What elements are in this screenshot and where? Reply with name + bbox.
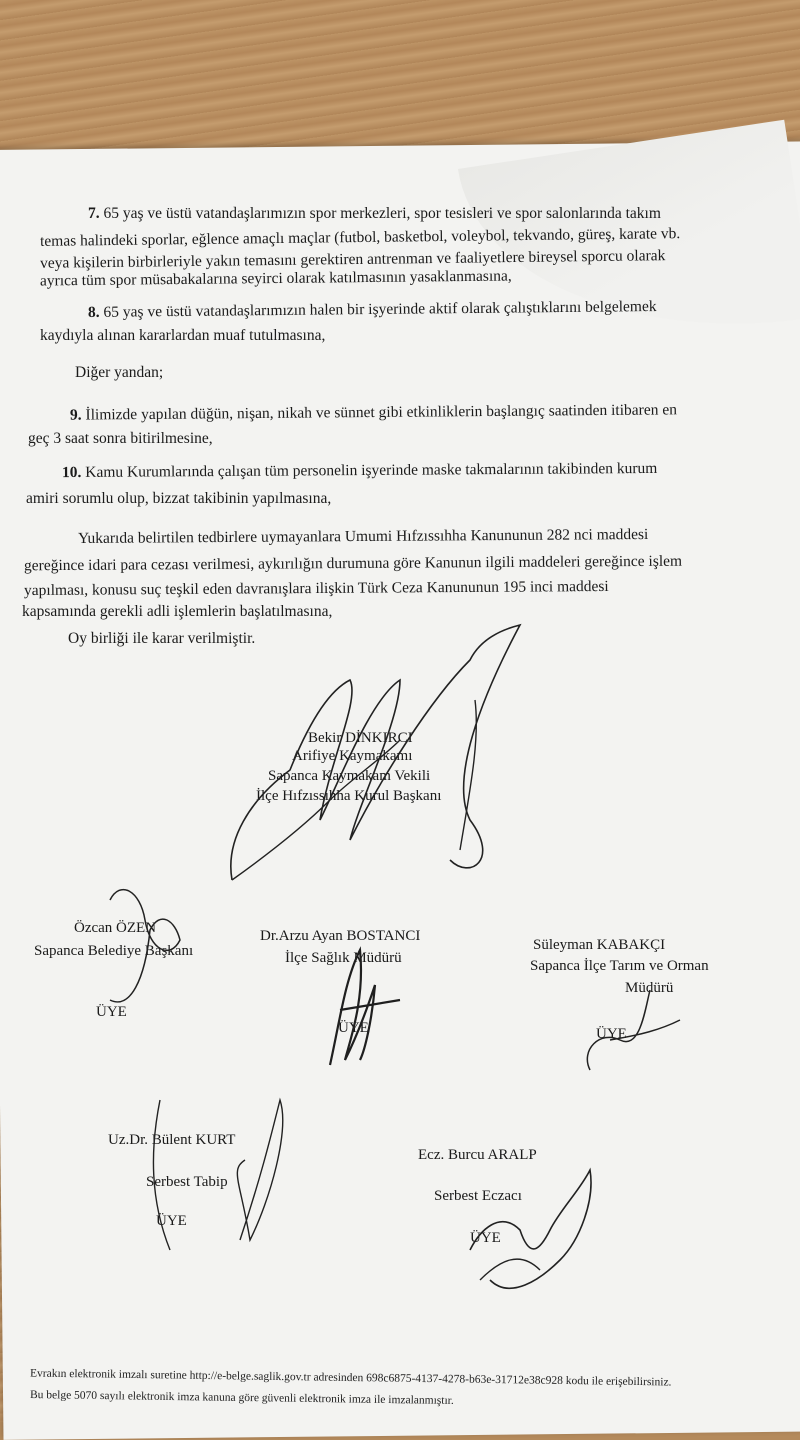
decision-text: Oy birliği ile karar verilmiştir. <box>68 630 256 647</box>
item-9-line-2: geç 3 saat sonra bitirilmesine, <box>28 430 213 447</box>
item-7-text-1: 65 yaş ve üstü vatandaşlarımızın spor merkezleri, spor tesisleri ve spor salonlarında takım <box>103 205 661 222</box>
item-10-number: 10. <box>61 463 82 482</box>
chair-name: Bekir DİNKIRCI <box>308 730 413 746</box>
member-3-name: Süleyman KABAKÇI <box>533 937 666 953</box>
member-3-title: Sapanca İlçe Tarım ve Orman <box>530 958 709 974</box>
item-8-line-2: kaydıyla alınan kararlardan muaf tutulmasına, <box>40 327 326 344</box>
chair-title-2: Sapanca Kaymakam Vekili <box>268 768 431 784</box>
chair-title-3: İlçe Hıfzıssıhha Kurul Başkanı <box>256 788 442 804</box>
footer-line-2: Bu belge 5070 sayılı elektronik imza kanuna göre güvenli elektronik imza ile imzalanmıştır. <box>29 1389 454 1407</box>
member-1-title: Sapanca Belediye Başkanı <box>34 943 194 959</box>
member-4-name: Uz.Dr. Bülent KURT <box>108 1132 236 1148</box>
item-7-line-3: veya kişilerin birbirleriyle yakın temasını gerektiren antrenman ve faaliyetlere bireysel sporcu olarak <box>39 247 666 272</box>
diger-yandan: Diğer yandan; <box>75 364 164 381</box>
closing-line-1: Yukarıda belirtilen tedbirlere uymayanlara Umumi Hıfzıssıhha Kanununun 282 nci maddesi <box>77 526 649 547</box>
item-10-text-1: Kamu Kurumlarında çalışan tüm personelin işyerinde maske takmalarının takibinden kurum <box>85 459 658 481</box>
member-4-title: Serbest Tabip <box>146 1174 228 1190</box>
closing-line-2: gereğince idari para cezası verilmesi, aykırılığın durumuna göre Kanunun ilgili maddeleri gereğince işlem <box>23 552 683 575</box>
item-7-line-1 <box>88 205 661 223</box>
member-5-name: Ecz. Burcu ARALP <box>418 1147 537 1163</box>
member-3-role: ÜYE <box>596 1026 627 1042</box>
member-5-role: ÜYE <box>470 1230 501 1246</box>
item-8-number: 8. <box>87 303 100 321</box>
member-2-role: ÜYE <box>338 1020 369 1036</box>
member-1-name: Özcan ÖZEN <box>74 920 157 936</box>
member-5-title: Serbest Eczacı <box>434 1188 522 1204</box>
member-4-role: ÜYE <box>156 1213 187 1229</box>
item-7-line-4: ayrıca tüm spor müsabakalarına seyirci olarak katılmasının yasaklanmasına, <box>39 267 512 290</box>
item-10-line-2: amiri sorumlu olup, bizzat takibinin yapılmasına, <box>26 490 332 507</box>
chair-title-1: Arifiye Kaymakamı <box>292 748 413 764</box>
member-2-title: İlçe Sağlık Müdürü <box>285 950 402 966</box>
item-7-number: 7. <box>88 205 100 222</box>
footer-line-1: Evrakın elektronik imzalı suretine http://e-belge.saglik.gov.tr adresinden 698c6875-4137-4278-b63e-31712e38c928 kodu ile erişebilirsiniz. <box>29 1367 672 1389</box>
item-7-line-2: temas halindeki sporlar, eğlence amaçlı maçlar (futbol, basketbol, voleybol, tekvando, güreş, karate vb. <box>39 225 681 250</box>
closing-line-3: yapılması, konusu suç teşkil eden davranışlara ilişkin Türk Ceza Kanununun 195 inci maddesi <box>23 577 609 600</box>
item-9-text-1: İlimizde yapılan düğün, nişan, nikah ve sünnet gibi etkinliklerin başlangıç saatinden itibaren en <box>85 401 677 424</box>
member-2-name: Dr.Arzu Ayan BOSTANCI <box>260 928 421 944</box>
member-3-title-2: Müdürü <box>625 980 674 996</box>
closing-line-4: kapsamında gerekli adli işlemlerin başlatılmasına, <box>22 603 333 620</box>
item-8-text-1: 65 yaş ve üstü vatandaşlarımızın halen bir işyerinde aktif olarak çalıştıklarını belgelemek <box>103 298 657 321</box>
member-1-role: ÜYE <box>96 1004 127 1020</box>
item-9-number: 9. <box>69 406 82 424</box>
